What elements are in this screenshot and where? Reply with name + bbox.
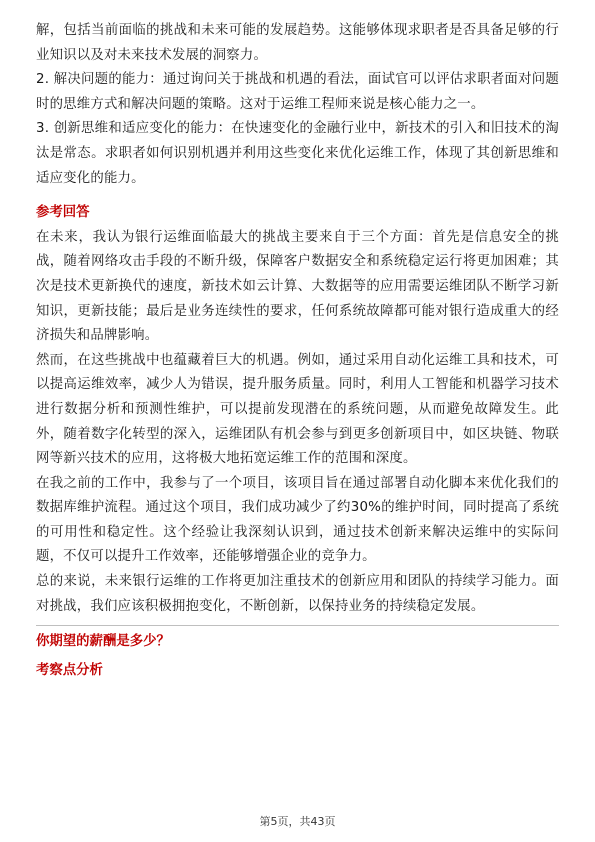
paragraph-point-3: 3. 创新思维和适应变化的能力：在快速变化的金融行业中，新技术的引入和旧技术的淘汰是常态。求职者如何识别机遇并利用这些变化来优化运维工作，体现了其创新思维和适应变化的能力。 bbox=[36, 121, 559, 186]
paragraph-intro-continued: 解，包括当前面临的挑战和未来可能的发展趋势。这能够体现求职者是否具备足够的行业知识以及对未来技术发展的洞察力。 bbox=[36, 23, 559, 63]
section-divider bbox=[36, 625, 559, 626]
document-body bbox=[36, 19, 559, 683]
analysis-heading: 考察点分析 bbox=[36, 662, 103, 678]
answer-paragraph-4: 总的来说，未来银行运维的工作将更加注重技术的创新应用和团队的持续学习能力。面对挑战，我们应该积极拥抱变化，不断创新，以保持业务的持续稳定发展。 bbox=[36, 574, 559, 614]
paragraph-point-2: 2. 解决问题的能力：通过询问关于挑战和机遇的看法，面试官可以评估求职者面对问题时的思维方式和解决问题的策略。这对于运维工程师来说是核心能力之一。 bbox=[36, 72, 559, 112]
answer-paragraph-1: 在未来，我认为银行运维面临最大的挑战主要来自于三个方面：首先是信息安全的挑战，随着网络攻击手段的不断升级，保障客户数据安全和系统稳定运行将更加困难；其次是技术更新换代的速度，新技术如云计算、大数据等的应用需要运维团队不断学习新知识，更新技能；最后是业务连续性的要求，任何系统故障都可能对银行造成重大的经济损失和品牌影响。 bbox=[36, 229, 559, 344]
question-heading: 你期望的薪酬是多少？ bbox=[36, 634, 170, 650]
answer-paragraph-3: 在我之前的工作中，我参与了一个项目，该项目旨在通过部署自动化脚本来优化我们的数据库维护流程。通过这个项目，我们成功减少了约30%的维护时间，同时提高了系统的可用性和稳定性。这个经验让我深刻认识到，通过技术创新来解决运维中的实际问题，不仅可以提升工作效率，还能够增强企业的竞争力。 bbox=[36, 475, 559, 565]
answer-paragraph-2: 然而，在这些挑战中也蕴藏着巨大的机遇。例如，通过采用自动化运维工具和技术，可以提高运维效率，减少人为错误，提升服务质量。同时，利用人工智能和机器学习技术进行数据分析和预测性维护，可以提前发现潜在的系统问题，从而避免故障发生。此外，随着数字化转型的深入，运维团队有机会参与到更多创新项目中，如区块链、物联网等新兴技术的应用，这将极大地拓宽运维工作的范围和深度。 bbox=[36, 352, 559, 467]
answer-heading: 参考回答 bbox=[36, 205, 90, 221]
page-footer: 第5页，共43页 bbox=[259, 815, 336, 828]
